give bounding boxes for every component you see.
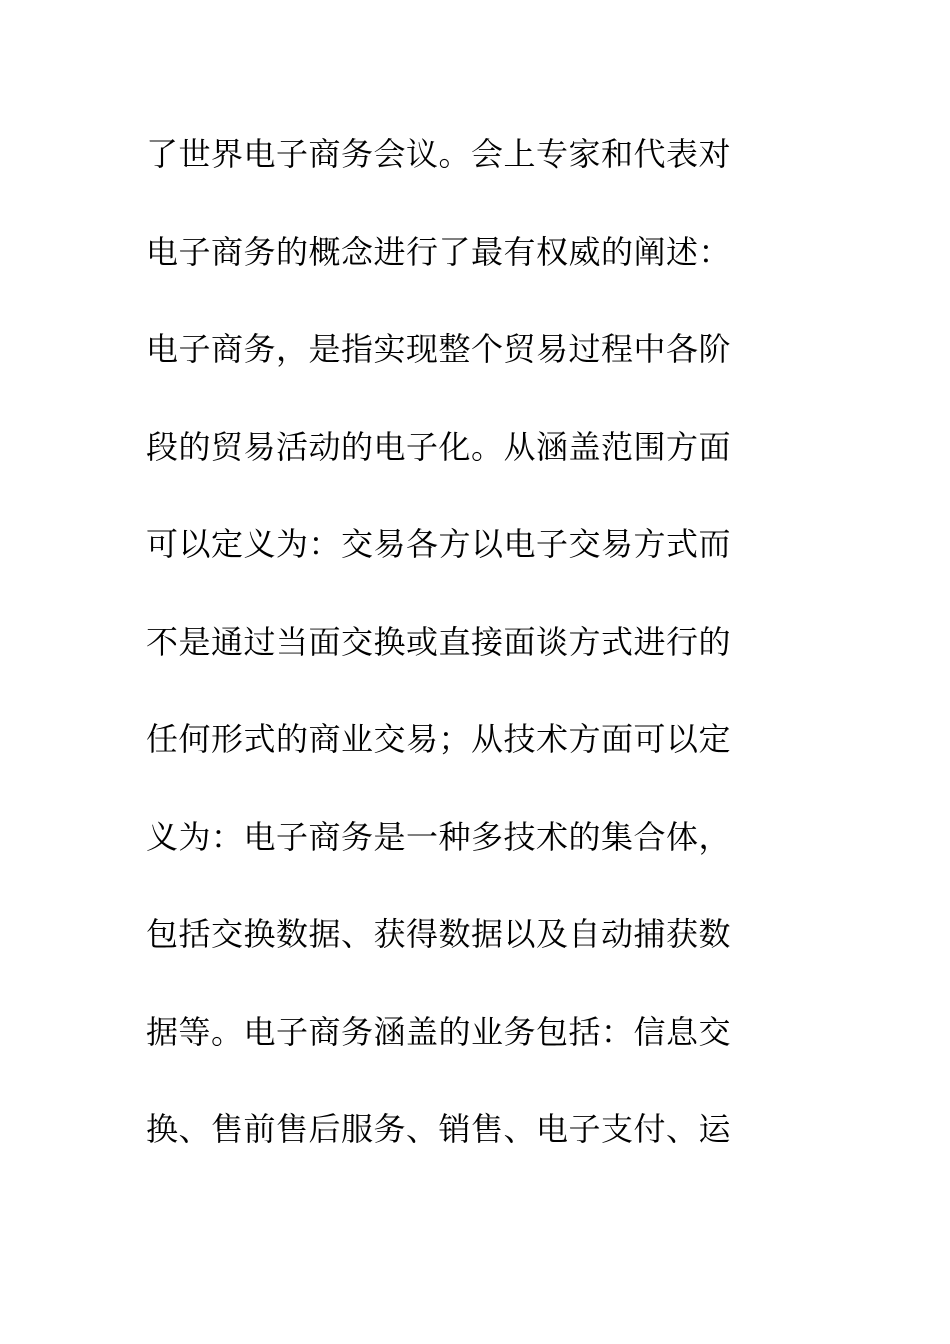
text-line: 可以定义为：交易各方以电子交易方式而 bbox=[146, 525, 732, 563]
text-line: 据等。电子商务涵盖的业务包括：信息交 bbox=[146, 1012, 732, 1051]
text-line: 电子商务的概念进行了最有权威的阐述： bbox=[146, 232, 732, 271]
text-line: 电子商务，是指实现整个贸易过程中各阶 bbox=[146, 330, 732, 368]
text-line: 不是通过当面交换或直接面谈方式进行的 bbox=[146, 622, 732, 661]
text-line: 了世界电子商务会议。会上专家和代表对 bbox=[146, 135, 732, 173]
text-line: 换、售前售后服务、销售、电子支付、运 bbox=[146, 1110, 732, 1148]
text-line: 义为：电子商务是一种多技术的集合体， bbox=[146, 817, 732, 856]
text-line: 包括交换数据、获得数据以及自动捕获数 bbox=[146, 915, 732, 953]
text-line: 任何形式的商业交易；从技术方面可以定 bbox=[146, 720, 732, 758]
text-line: 段的贸易活动的电子化。从涵盖范围方面 bbox=[146, 427, 732, 466]
body-text bbox=[146, 130, 786, 1203]
